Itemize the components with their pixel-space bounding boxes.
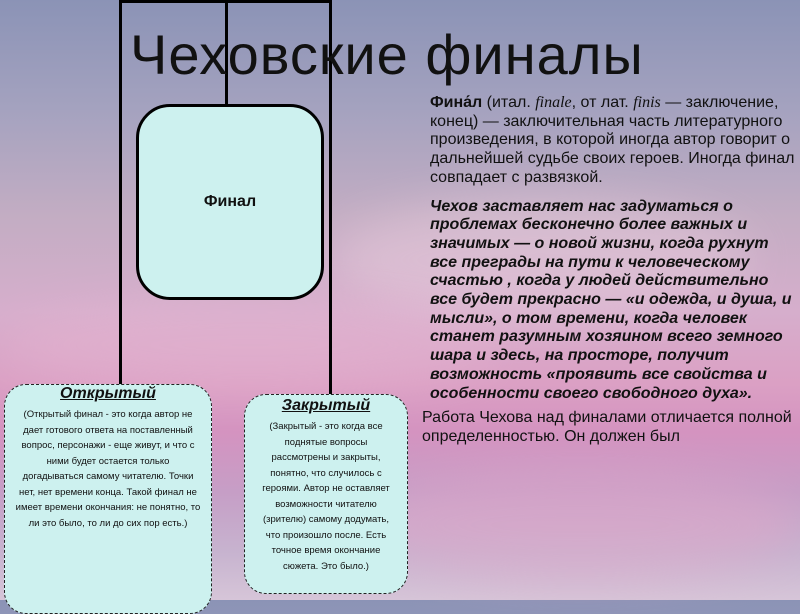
main-text-block: [422, 94, 798, 447]
closed-ending-card: [244, 394, 408, 594]
connector-left-vertical: [119, 0, 122, 386]
closed-ending-title: Закрытый: [281, 397, 371, 414]
final-box: [136, 104, 324, 300]
slide-title: Чеховские финалы: [130, 23, 644, 86]
final-label: Финал: [203, 193, 257, 210]
background-cloud: [360, 470, 800, 580]
definition-finale: finale: [535, 94, 572, 111]
definition-from-lat: , от лат.: [571, 94, 634, 111]
definition-paragraph: [426, 94, 798, 188]
definition-paren-open: (итал.: [482, 94, 536, 111]
open-ending-title: Открытый: [60, 385, 156, 402]
work-paragraph: Работа Чехова над финалами отличается полной определенностью. Он должен был: [422, 409, 792, 445]
closed-ending-text: (Закрытый - это когда все поднятые вопросы рассмотрены и закрыты, понятно, что случилось с героями. Автор не оставляет возможности читателю (зрителю) самому додумать, что произошло после. Есть точное время окончание сюжета. Это было.): [262, 421, 390, 572]
definition-finis: finis: [633, 94, 661, 111]
definition-term: Фина́л: [430, 94, 483, 111]
definition-rest: — заключение, конец) — заключительная часть литературного произведения, в которой иногда автор говорит о дальнейшей судьбе своих героев. Иногда финал совпадает с развязкой.: [430, 94, 795, 186]
background-cloud: [0, 300, 500, 390]
open-ending-text: (Открытый финал - это когда автор не дает готового ответа на поставленный вопрос, персонажи - еще живут, и что с ними будет остается только догадываться самому читателю. Точки нет, нет времени конца. Такой финал не имеет времени окончания: не понятно, то ли это было, то ли до сих пор есть.): [15, 409, 201, 529]
chekhov-paragraph: Чехов заставляет нас задуматься о проблемах бесконечно более важных и значимых — о новой жизни, когда рухнут все преграды на пути к человеческому счастью , когда у людей действительно все будет прекрасно — «и одежда, и душа, и мысли», о том времени, когда человек станет разумным хозяином всего земного шара и здесь, на просторе, получит возможность «проявить все свойства и особенности своего свободного духа».: [430, 197, 792, 402]
open-ending-card: [4, 384, 212, 614]
